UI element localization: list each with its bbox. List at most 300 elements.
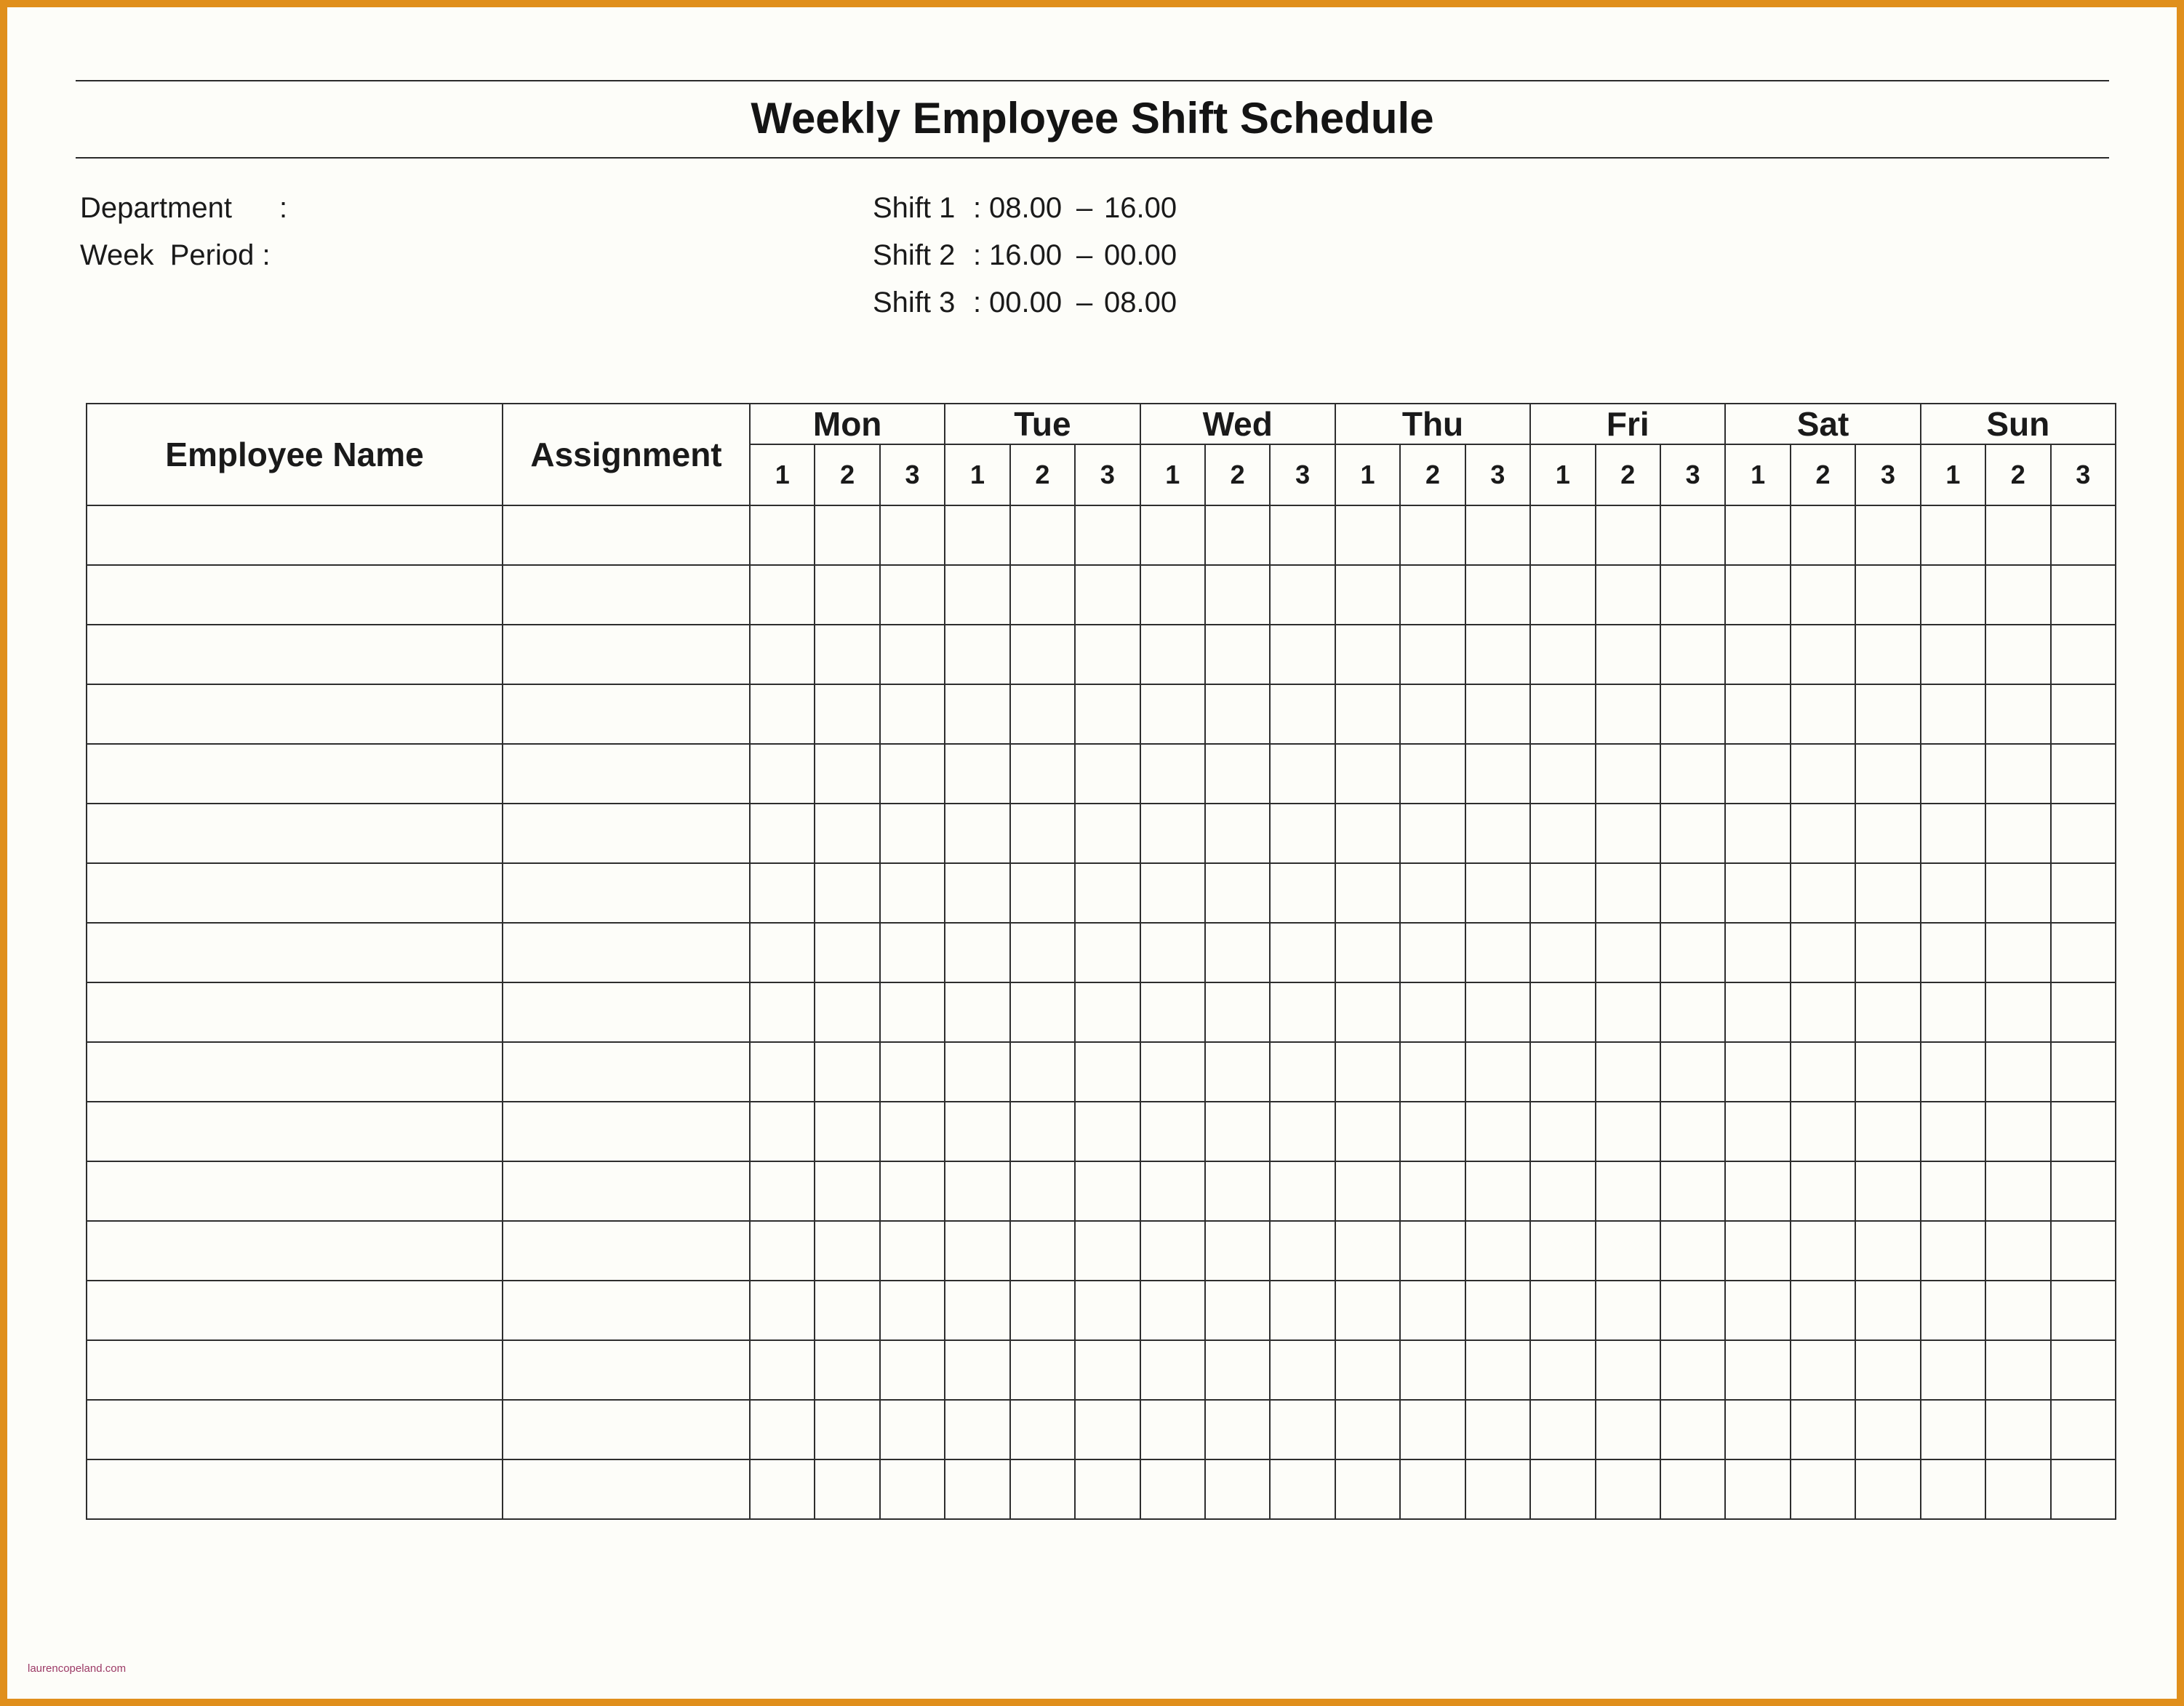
shift-cell[interactable]: [1465, 684, 1530, 744]
shift-cell[interactable]: [1530, 1459, 1595, 1519]
shift-cell[interactable]: [1465, 1400, 1530, 1459]
shift-cell[interactable]: [1596, 1221, 1660, 1281]
shift-cell[interactable]: [1140, 804, 1205, 863]
shift-cell[interactable]: [1270, 982, 1335, 1042]
shift-cell[interactable]: [1075, 684, 1140, 744]
shift-cell[interactable]: [1660, 1221, 1725, 1281]
shift-cell[interactable]: [1596, 1281, 1660, 1340]
shift-cell[interactable]: [750, 565, 815, 625]
shift-cell[interactable]: [1596, 505, 1660, 565]
shift-cell[interactable]: [815, 1400, 879, 1459]
shift-cell[interactable]: [1596, 684, 1660, 744]
shift-cell[interactable]: [1660, 684, 1725, 744]
shift-cell[interactable]: [1725, 863, 1790, 923]
shift-cell[interactable]: [2051, 923, 2116, 982]
shift-cell[interactable]: [1335, 744, 1400, 804]
shift-cell[interactable]: [1010, 1161, 1075, 1221]
shift-cell[interactable]: [1140, 923, 1205, 982]
shift-cell[interactable]: [1791, 744, 1855, 804]
shift-cell[interactable]: [1465, 1459, 1530, 1519]
shift-cell[interactable]: [1075, 744, 1140, 804]
shift-cell[interactable]: [1791, 863, 1855, 923]
shift-cell[interactable]: [1855, 1221, 1920, 1281]
shift-cell[interactable]: [1010, 1042, 1075, 1102]
shift-cell[interactable]: [1855, 684, 1920, 744]
shift-cell[interactable]: [1335, 863, 1400, 923]
shift-cell[interactable]: [1010, 684, 1075, 744]
shift-cell[interactable]: [1725, 625, 1790, 684]
shift-cell[interactable]: [1205, 1042, 1270, 1102]
shift-cell[interactable]: [1791, 1161, 1855, 1221]
shift-cell[interactable]: [1791, 923, 1855, 982]
employee-name-cell[interactable]: [87, 982, 503, 1042]
shift-cell[interactable]: [1465, 923, 1530, 982]
shift-cell[interactable]: [1660, 804, 1725, 863]
shift-cell[interactable]: [750, 923, 815, 982]
assignment-cell[interactable]: [503, 1161, 750, 1221]
shift-cell[interactable]: [1140, 505, 1205, 565]
shift-cell[interactable]: [1140, 1161, 1205, 1221]
shift-cell[interactable]: [880, 1340, 945, 1400]
shift-cell[interactable]: [750, 863, 815, 923]
assignment-cell[interactable]: [503, 744, 750, 804]
shift-cell[interactable]: [2051, 625, 2116, 684]
shift-cell[interactable]: [815, 1459, 879, 1519]
shift-cell[interactable]: [1335, 1459, 1400, 1519]
shift-cell[interactable]: [1010, 1281, 1075, 1340]
shift-cell[interactable]: [750, 1102, 815, 1161]
shift-cell[interactable]: [1855, 565, 1920, 625]
shift-cell[interactable]: [2051, 1042, 2116, 1102]
shift-cell[interactable]: [1660, 1042, 1725, 1102]
shift-cell[interactable]: [1530, 1340, 1595, 1400]
shift-cell[interactable]: [945, 1400, 1009, 1459]
shift-cell[interactable]: [1010, 1400, 1075, 1459]
shift-cell[interactable]: [1400, 565, 1465, 625]
shift-cell[interactable]: [1985, 804, 2050, 863]
shift-cell[interactable]: [2051, 1221, 2116, 1281]
shift-cell[interactable]: [1596, 863, 1660, 923]
shift-cell[interactable]: [815, 744, 879, 804]
shift-cell[interactable]: [1465, 744, 1530, 804]
shift-cell[interactable]: [1725, 565, 1790, 625]
shift-cell[interactable]: [815, 982, 879, 1042]
shift-cell[interactable]: [1010, 505, 1075, 565]
shift-cell[interactable]: [1075, 1459, 1140, 1519]
shift-cell[interactable]: [750, 1281, 815, 1340]
shift-cell[interactable]: [1335, 982, 1400, 1042]
shift-cell[interactable]: [2051, 804, 2116, 863]
shift-cell[interactable]: [1855, 625, 1920, 684]
shift-cell[interactable]: [945, 505, 1009, 565]
shift-cell[interactable]: [1010, 565, 1075, 625]
shift-cell[interactable]: [1985, 565, 2050, 625]
shift-cell[interactable]: [1010, 804, 1075, 863]
shift-cell[interactable]: [1075, 1161, 1140, 1221]
shift-cell[interactable]: [1985, 1221, 2050, 1281]
shift-cell[interactable]: [880, 565, 945, 625]
shift-cell[interactable]: [1010, 982, 1075, 1042]
shift-cell[interactable]: [1335, 1221, 1400, 1281]
shift-cell[interactable]: [1205, 982, 1270, 1042]
shift-cell[interactable]: [1270, 1161, 1335, 1221]
shift-cell[interactable]: [1530, 744, 1595, 804]
shift-cell[interactable]: [1335, 1161, 1400, 1221]
shift-cell[interactable]: [1205, 1221, 1270, 1281]
shift-cell[interactable]: [1270, 863, 1335, 923]
employee-name-cell[interactable]: [87, 565, 503, 625]
employee-name-cell[interactable]: [87, 625, 503, 684]
shift-cell[interactable]: [1725, 804, 1790, 863]
shift-cell[interactable]: [1400, 1340, 1465, 1400]
shift-cell[interactable]: [1010, 863, 1075, 923]
shift-cell[interactable]: [945, 923, 1009, 982]
employee-name-cell[interactable]: [87, 1400, 503, 1459]
shift-cell[interactable]: [1725, 1221, 1790, 1281]
shift-cell[interactable]: [1791, 1042, 1855, 1102]
shift-cell[interactable]: [1596, 1340, 1660, 1400]
shift-cell[interactable]: [1530, 923, 1595, 982]
shift-cell[interactable]: [1335, 1042, 1400, 1102]
assignment-cell[interactable]: [503, 565, 750, 625]
shift-cell[interactable]: [1855, 804, 1920, 863]
shift-cell[interactable]: [1596, 744, 1660, 804]
shift-cell[interactable]: [1270, 1281, 1335, 1340]
shift-cell[interactable]: [1075, 804, 1140, 863]
shift-cell[interactable]: [1400, 744, 1465, 804]
shift-cell[interactable]: [1530, 1221, 1595, 1281]
shift-cell[interactable]: [945, 625, 1009, 684]
shift-cell[interactable]: [1465, 804, 1530, 863]
shift-cell[interactable]: [1400, 923, 1465, 982]
shift-cell[interactable]: [945, 982, 1009, 1042]
shift-cell[interactable]: [1985, 1400, 2050, 1459]
shift-cell[interactable]: [1400, 1102, 1465, 1161]
employee-name-cell[interactable]: [87, 1102, 503, 1161]
shift-cell[interactable]: [880, 1221, 945, 1281]
shift-cell[interactable]: [1530, 982, 1595, 1042]
shift-cell[interactable]: [815, 684, 879, 744]
assignment-cell[interactable]: [503, 505, 750, 565]
shift-cell[interactable]: [1335, 1281, 1400, 1340]
shift-cell[interactable]: [750, 982, 815, 1042]
shift-cell[interactable]: [1530, 565, 1595, 625]
shift-cell[interactable]: [2051, 1102, 2116, 1161]
assignment-cell[interactable]: [503, 1340, 750, 1400]
employee-name-cell[interactable]: [87, 684, 503, 744]
shift-cell[interactable]: [1400, 684, 1465, 744]
shift-cell[interactable]: [1855, 923, 1920, 982]
shift-cell[interactable]: [945, 1161, 1009, 1221]
shift-cell[interactable]: [1791, 982, 1855, 1042]
employee-name-cell[interactable]: [87, 1459, 503, 1519]
shift-cell[interactable]: [880, 505, 945, 565]
shift-cell[interactable]: [1270, 625, 1335, 684]
shift-cell[interactable]: [1985, 684, 2050, 744]
shift-cell[interactable]: [1400, 1161, 1465, 1221]
shift-cell[interactable]: [815, 1042, 879, 1102]
shift-cell[interactable]: [1725, 744, 1790, 804]
shift-cell[interactable]: [2051, 744, 2116, 804]
shift-cell[interactable]: [1921, 625, 1985, 684]
assignment-cell[interactable]: [503, 863, 750, 923]
shift-cell[interactable]: [1400, 505, 1465, 565]
shift-cell[interactable]: [1596, 1102, 1660, 1161]
shift-cell[interactable]: [1075, 1221, 1140, 1281]
shift-cell[interactable]: [1205, 863, 1270, 923]
shift-cell[interactable]: [1270, 1340, 1335, 1400]
assignment-cell[interactable]: [503, 1400, 750, 1459]
shift-cell[interactable]: [1660, 1400, 1725, 1459]
shift-cell[interactable]: [1075, 1102, 1140, 1161]
shift-cell[interactable]: [1205, 505, 1270, 565]
shift-cell[interactable]: [815, 1281, 879, 1340]
shift-cell[interactable]: [1465, 505, 1530, 565]
shift-cell[interactable]: [2051, 982, 2116, 1042]
shift-cell[interactable]: [1530, 1281, 1595, 1340]
shift-cell[interactable]: [1596, 1161, 1660, 1221]
shift-cell[interactable]: [1855, 1340, 1920, 1400]
shift-cell[interactable]: [1660, 1281, 1725, 1340]
assignment-cell[interactable]: [503, 625, 750, 684]
employee-name-cell[interactable]: [87, 1221, 503, 1281]
shift-cell[interactable]: [750, 1042, 815, 1102]
shift-cell[interactable]: [1205, 923, 1270, 982]
shift-cell[interactable]: [1530, 804, 1595, 863]
shift-cell[interactable]: [945, 1340, 1009, 1400]
shift-cell[interactable]: [1140, 744, 1205, 804]
shift-cell[interactable]: [1985, 1281, 2050, 1340]
shift-cell[interactable]: [1010, 744, 1075, 804]
shift-cell[interactable]: [1596, 923, 1660, 982]
shift-cell[interactable]: [1660, 1161, 1725, 1221]
shift-cell[interactable]: [1465, 1042, 1530, 1102]
employee-name-cell[interactable]: [87, 923, 503, 982]
shift-cell[interactable]: [1791, 1340, 1855, 1400]
shift-cell[interactable]: [1140, 684, 1205, 744]
shift-cell[interactable]: [1725, 1459, 1790, 1519]
shift-cell[interactable]: [1400, 625, 1465, 684]
shift-cell[interactable]: [1400, 804, 1465, 863]
shift-cell[interactable]: [1725, 1042, 1790, 1102]
shift-cell[interactable]: [750, 1400, 815, 1459]
shift-cell[interactable]: [1465, 863, 1530, 923]
shift-cell[interactable]: [1985, 863, 2050, 923]
shift-cell[interactable]: [1335, 505, 1400, 565]
shift-cell[interactable]: [815, 923, 879, 982]
shift-cell[interactable]: [1596, 982, 1660, 1042]
shift-cell[interactable]: [1270, 1400, 1335, 1459]
shift-cell[interactable]: [1921, 684, 1985, 744]
shift-cell[interactable]: [1465, 1161, 1530, 1221]
shift-cell[interactable]: [1075, 565, 1140, 625]
shift-cell[interactable]: [1855, 1281, 1920, 1340]
shift-cell[interactable]: [1725, 1340, 1790, 1400]
employee-name-cell[interactable]: [87, 505, 503, 565]
shift-cell[interactable]: [1985, 744, 2050, 804]
shift-cell[interactable]: [1921, 1281, 1985, 1340]
shift-cell[interactable]: [1791, 625, 1855, 684]
shift-cell[interactable]: [1530, 625, 1595, 684]
shift-cell[interactable]: [1270, 684, 1335, 744]
shift-cell[interactable]: [1530, 1161, 1595, 1221]
shift-cell[interactable]: [815, 863, 879, 923]
shift-cell[interactable]: [1205, 804, 1270, 863]
shift-cell[interactable]: [1855, 863, 1920, 923]
shift-cell[interactable]: [1660, 565, 1725, 625]
shift-cell[interactable]: [1530, 1042, 1595, 1102]
shift-cell[interactable]: [1921, 505, 1985, 565]
shift-cell[interactable]: [1921, 1102, 1985, 1161]
shift-cell[interactable]: [1205, 744, 1270, 804]
assignment-cell[interactable]: [503, 1102, 750, 1161]
shift-cell[interactable]: [1465, 1102, 1530, 1161]
shift-cell[interactable]: [1075, 505, 1140, 565]
shift-cell[interactable]: [945, 565, 1009, 625]
shift-cell[interactable]: [1855, 1459, 1920, 1519]
assignment-cell[interactable]: [503, 923, 750, 982]
shift-cell[interactable]: [1140, 1221, 1205, 1281]
shift-cell[interactable]: [1855, 982, 1920, 1042]
shift-cell[interactable]: [1075, 625, 1140, 684]
shift-cell[interactable]: [1725, 1400, 1790, 1459]
shift-cell[interactable]: [1985, 1102, 2050, 1161]
shift-cell[interactable]: [1596, 804, 1660, 863]
shift-cell[interactable]: [1465, 982, 1530, 1042]
shift-cell[interactable]: [1985, 1161, 2050, 1221]
shift-cell[interactable]: [1335, 804, 1400, 863]
shift-cell[interactable]: [1140, 625, 1205, 684]
shift-cell[interactable]: [1140, 1042, 1205, 1102]
shift-cell[interactable]: [1791, 1459, 1855, 1519]
shift-cell[interactable]: [1791, 505, 1855, 565]
shift-cell[interactable]: [1075, 982, 1140, 1042]
shift-cell[interactable]: [1985, 982, 2050, 1042]
shift-cell[interactable]: [750, 804, 815, 863]
shift-cell[interactable]: [1725, 1102, 1790, 1161]
shift-cell[interactable]: [815, 565, 879, 625]
shift-cell[interactable]: [2051, 1459, 2116, 1519]
employee-name-cell[interactable]: [87, 1161, 503, 1221]
shift-cell[interactable]: [1270, 923, 1335, 982]
shift-cell[interactable]: [945, 1221, 1009, 1281]
shift-cell[interactable]: [880, 1400, 945, 1459]
shift-cell[interactable]: [815, 1340, 879, 1400]
shift-cell[interactable]: [1985, 1340, 2050, 1400]
assignment-cell[interactable]: [503, 1221, 750, 1281]
shift-cell[interactable]: [1140, 1340, 1205, 1400]
shift-cell[interactable]: [945, 744, 1009, 804]
shift-cell[interactable]: [1791, 1102, 1855, 1161]
shift-cell[interactable]: [1660, 625, 1725, 684]
shift-cell[interactable]: [1335, 565, 1400, 625]
shift-cell[interactable]: [1075, 1400, 1140, 1459]
shift-cell[interactable]: [1725, 1281, 1790, 1340]
assignment-cell[interactable]: [503, 1281, 750, 1340]
shift-cell[interactable]: [1985, 505, 2050, 565]
shift-cell[interactable]: [1140, 982, 1205, 1042]
shift-cell[interactable]: [1335, 1340, 1400, 1400]
shift-cell[interactable]: [1335, 1400, 1400, 1459]
shift-cell[interactable]: [1921, 1459, 1985, 1519]
shift-cell[interactable]: [1921, 1042, 1985, 1102]
shift-cell[interactable]: [1530, 863, 1595, 923]
shift-cell[interactable]: [1465, 1221, 1530, 1281]
shift-cell[interactable]: [1205, 1340, 1270, 1400]
shift-cell[interactable]: [1855, 1042, 1920, 1102]
assignment-cell[interactable]: [503, 1042, 750, 1102]
shift-cell[interactable]: [1855, 1161, 1920, 1221]
shift-cell[interactable]: [1075, 923, 1140, 982]
shift-cell[interactable]: [2051, 1340, 2116, 1400]
shift-cell[interactable]: [880, 1459, 945, 1519]
shift-cell[interactable]: [1270, 565, 1335, 625]
shift-cell[interactable]: [1010, 1221, 1075, 1281]
shift-cell[interactable]: [1075, 1042, 1140, 1102]
shift-cell[interactable]: [1791, 684, 1855, 744]
shift-cell[interactable]: [1010, 923, 1075, 982]
shift-cell[interactable]: [1660, 1102, 1725, 1161]
employee-name-cell[interactable]: [87, 1340, 503, 1400]
shift-cell[interactable]: [1725, 684, 1790, 744]
shift-cell[interactable]: [1400, 1281, 1465, 1340]
shift-cell[interactable]: [945, 1459, 1009, 1519]
shift-cell[interactable]: [1921, 923, 1985, 982]
shift-cell[interactable]: [2051, 684, 2116, 744]
shift-cell[interactable]: [1010, 1459, 1075, 1519]
shift-cell[interactable]: [1400, 1459, 1465, 1519]
shift-cell[interactable]: [1270, 505, 1335, 565]
shift-cell[interactable]: [945, 684, 1009, 744]
shift-cell[interactable]: [1205, 1400, 1270, 1459]
shift-cell[interactable]: [945, 863, 1009, 923]
shift-cell[interactable]: [815, 1161, 879, 1221]
shift-cell[interactable]: [1791, 1221, 1855, 1281]
shift-cell[interactable]: [1075, 1340, 1140, 1400]
shift-cell[interactable]: [945, 1102, 1009, 1161]
shift-cell[interactable]: [1140, 863, 1205, 923]
shift-cell[interactable]: [1075, 863, 1140, 923]
shift-cell[interactable]: [1985, 923, 2050, 982]
shift-cell[interactable]: [1335, 625, 1400, 684]
shift-cell[interactable]: [880, 744, 945, 804]
shift-cell[interactable]: [1400, 1042, 1465, 1102]
shift-cell[interactable]: [1921, 804, 1985, 863]
shift-cell[interactable]: [1791, 1400, 1855, 1459]
shift-cell[interactable]: [1660, 1340, 1725, 1400]
shift-cell[interactable]: [1270, 804, 1335, 863]
shift-cell[interactable]: [1140, 565, 1205, 625]
shift-cell[interactable]: [1400, 1221, 1465, 1281]
shift-cell[interactable]: [750, 1340, 815, 1400]
shift-cell[interactable]: [880, 1102, 945, 1161]
shift-cell[interactable]: [1791, 1281, 1855, 1340]
shift-cell[interactable]: [2051, 505, 2116, 565]
shift-cell[interactable]: [880, 625, 945, 684]
shift-cell[interactable]: [1855, 1102, 1920, 1161]
assignment-cell[interactable]: [503, 982, 750, 1042]
shift-cell[interactable]: [1140, 1102, 1205, 1161]
shift-cell[interactable]: [1985, 625, 2050, 684]
shift-cell[interactable]: [1855, 744, 1920, 804]
shift-cell[interactable]: [2051, 1400, 2116, 1459]
shift-cell[interactable]: [1465, 1340, 1530, 1400]
shift-cell[interactable]: [1075, 1281, 1140, 1340]
shift-cell[interactable]: [750, 625, 815, 684]
shift-cell[interactable]: [1660, 505, 1725, 565]
shift-cell[interactable]: [1270, 1459, 1335, 1519]
employee-name-cell[interactable]: [87, 744, 503, 804]
